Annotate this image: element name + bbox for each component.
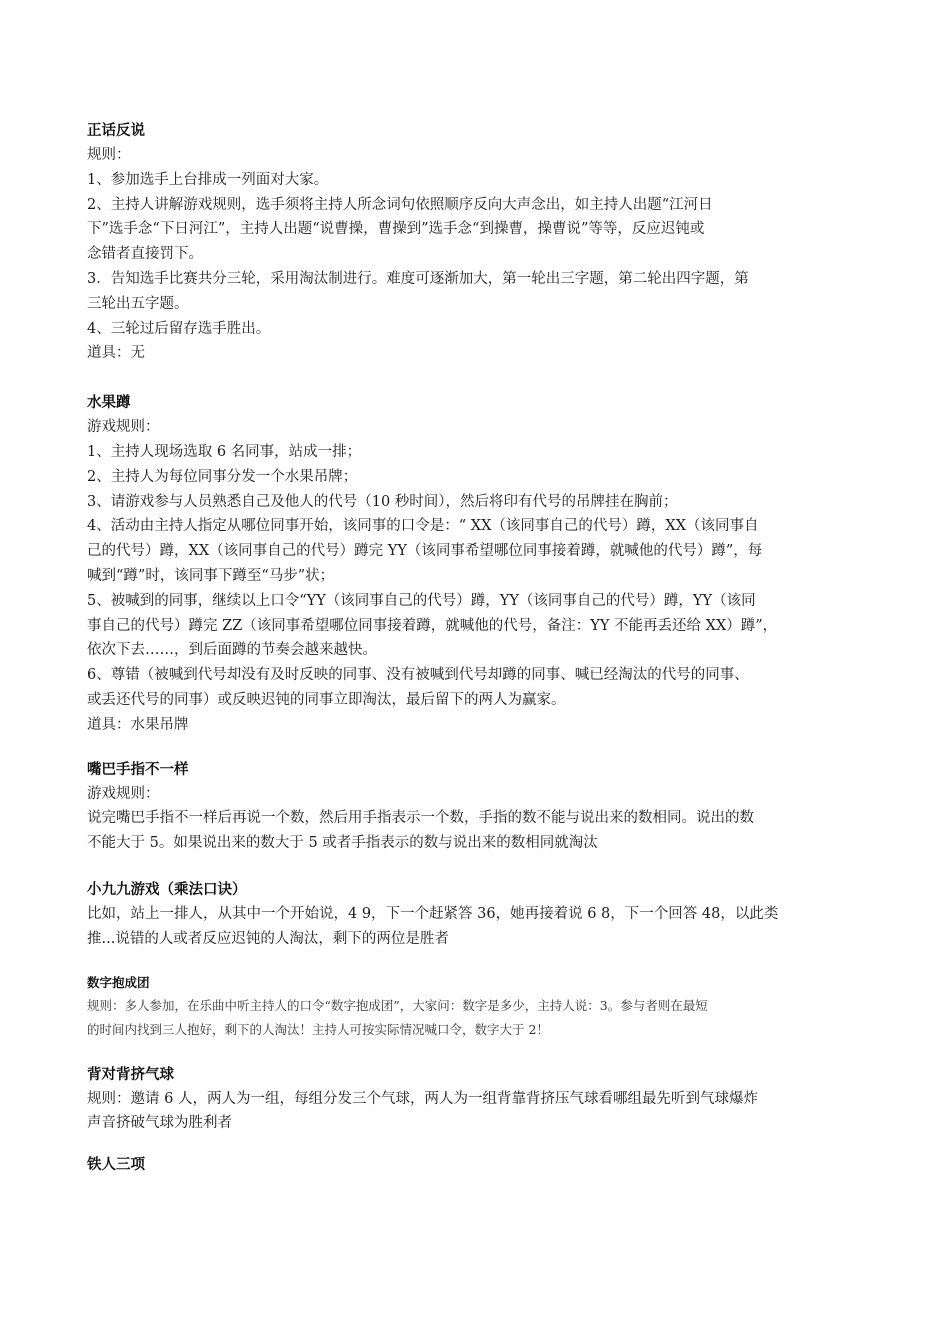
text-line: 2、主持人讲解游戏规则，选手须将主持人所念词句依照顺序反向大声念出，如主持人出题“江河日: [87, 196, 713, 213]
spacer: [87, 1043, 867, 1063]
section-tieren-sanxiang: [87, 1153, 867, 1177]
text-line: 4、活动由主持人指定从哪位同事开始，该同事的口令是：“ XX（该同事自己的代号）蹲，XX（该同事自: [87, 518, 759, 535]
text-line: 下”选手念“下日河江”，主持人出题“说曹操，曹操到”选手念“到操曹，操曹说”等等，反应迟钝或: [87, 221, 705, 238]
text-line: 依次下去……，到后面蹲的节奏会越来越快。: [87, 642, 377, 659]
section-title: 背对背挤气球: [87, 1066, 174, 1083]
text-line: 说完嘴巴手指不一样后再说一个数，然后用手指表示一个数，手指的数不能与说出来的数相同。说出的数: [87, 810, 754, 827]
text-line: 规则：多人参加，在乐曲中听主持人的口令“数字抱成团”，大家问：数字是多少，主持人说：3。参与者则在最短: [87, 997, 708, 1013]
section-title: 嘴巴手指不一样: [87, 761, 189, 778]
section-beidui-bei: [87, 1063, 867, 1137]
text-line: 念错者直接罚下。: [87, 246, 203, 263]
text-line: 1、参加选手上台排成一列面对大家。: [87, 171, 329, 188]
text-line: 比如，站上一排人，从其中一个开始说，4 9，下一个赶紧答 36，她再接着说 6 8，下一个回答 48，以此类: [87, 905, 779, 922]
section-zhenghua-fanshuo: [87, 119, 867, 366]
text-line: 的时间内找到三人抱好，剩下的人淘汰！主持人可按实际情况喊口令，数字大于 2！: [87, 1022, 549, 1038]
section-xiaojiujiu: [87, 878, 867, 952]
text-line: 道具：水果吊牌: [87, 716, 189, 733]
spacer: [87, 856, 867, 878]
text-line: 2、主持人为每位同事分发一个水果吊牌；: [87, 468, 358, 485]
text-line: 5、被喊到的同事，继续以上口令“YY（该同事自己的代号）蹲，YY（该同事自己的代号）蹲，YY（该同: [87, 592, 756, 609]
section-title: 小九九游戏（乘法口诀）: [87, 881, 247, 898]
spacer: [87, 1136, 867, 1153]
text-line: 或丢还代号的同事）或反映迟钝的同事立即淘汰，最后留下的两人为赢家。: [87, 691, 566, 708]
text-line: 游戏规则：: [87, 419, 160, 436]
text-line: 规则：邀请 6 人，两人为一组，每组分发三个气球，两人为一组背靠背挤压气球看哪组最先听到气球爆炸: [87, 1090, 758, 1107]
text-line: 1、主持人现场选取 6 名同事，站成一排；: [87, 443, 362, 460]
text-line: 3、请游戏参与人员熟悉自己及他人的代号（10 秒时间），然后将印有代号的吊牌挂在胸前；: [87, 493, 678, 510]
section-title: 铁人三项: [87, 1157, 145, 1174]
text-line: 事自己的代号）蹲完 ZZ（该同事希望哪位同事接着蹲，就喊他的代号，备注：YY 不能再丢还给 XX）蹲”，: [87, 617, 778, 634]
spacer: [87, 366, 867, 391]
section-title: 数字抱成团: [87, 974, 150, 990]
text-line: 己的代号）蹲，XX（该同事自己的代号）蹲完 YY（该同事希望哪位同事接着蹲，就喊他的代号）蹲”，每: [87, 543, 763, 560]
text-line: 声音挤破气球为胜利者: [87, 1115, 232, 1132]
text-line: 游戏规则：: [87, 785, 160, 802]
section-title: 水果蹲: [87, 395, 131, 412]
section-zuiba-shouzhi: [87, 758, 867, 856]
spacer: [87, 738, 867, 758]
section-shuiguo-dun: [87, 391, 867, 737]
document-body: [87, 119, 867, 1177]
spacer: [87, 952, 867, 972]
text-line: 规则：: [87, 147, 131, 163]
text-line: 三轮出五字题。: [87, 295, 189, 312]
section-title: 正话反说: [87, 123, 145, 139]
text-line: 4、三轮过后留存选手胜出。: [87, 320, 271, 337]
text-line: 推...说错的人或者反应迟钝的人淘汰，剩下的两位是胜者: [87, 930, 449, 947]
text-line: 道具：无: [87, 345, 145, 362]
text-line: 3．告知选手比赛共分三轮，采用淘汰制进行。难度可逐渐加大，第一轮出三字题，第二轮出四字题，第: [87, 270, 749, 287]
text-line: 不能大于 5。如果说出来的数大于 5 或者手指表示的数与说出来的数相同就淘汰: [87, 835, 598, 852]
text-line: 喊到“蹲”时，该同事下蹲至“马步”状；: [87, 567, 335, 584]
section-shuzi-baochengtuan: [87, 972, 867, 1043]
text-line: 6、尊错（被喊到代号却没有及时反映的同事、没有被喊到代号却蹲的同事、喊已经淘汰的代号的同事、: [87, 667, 749, 684]
